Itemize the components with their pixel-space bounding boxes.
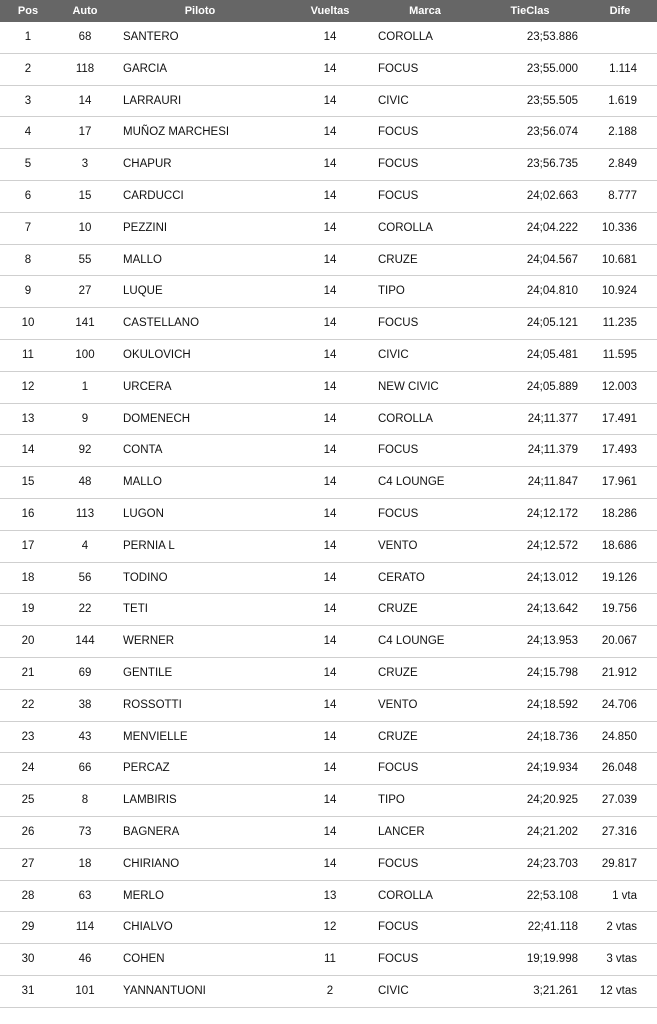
table-row — [0, 753, 657, 785]
cell-auto: 9 — [81, 412, 89, 425]
cell-auto: 17 — [78, 126, 92, 139]
cell-piloto: OKULOVICH — [123, 348, 191, 361]
cell-dife: 1 vta — [612, 889, 637, 902]
cell-pos: 23 — [21, 730, 35, 743]
cell-piloto: ROSSOTTI — [123, 698, 182, 711]
cell-vueltas: 14 — [323, 253, 337, 266]
cell-piloto: WERNER — [123, 635, 175, 648]
cell-auto: 3 — [81, 158, 89, 171]
table-row — [0, 86, 657, 118]
cell-pos: 9 — [24, 285, 32, 298]
cell-pos: 26 — [21, 825, 35, 838]
cell-dife: 3 vtas — [606, 953, 637, 966]
cell-piloto: LUQUE — [123, 285, 163, 298]
cell-marca: FOCUS — [378, 317, 419, 330]
cell-dife: 27.316 — [601, 825, 637, 838]
header-dife: Dife — [609, 5, 631, 17]
table-row — [0, 181, 657, 213]
cell-piloto: COHEN — [123, 953, 165, 966]
cell-vueltas: 14 — [323, 762, 337, 775]
cell-piloto: LUGON — [123, 507, 164, 520]
cell-vueltas: 14 — [323, 476, 337, 489]
table-row — [0, 690, 657, 722]
cell-piloto: TODINO — [123, 571, 168, 584]
cell-marca: TIPO — [378, 285, 405, 298]
cell-dife: 17.493 — [601, 444, 637, 457]
table-row — [0, 467, 657, 499]
cell-marca: FOCUS — [378, 189, 419, 202]
cell-vueltas: 11 — [324, 953, 336, 966]
cell-vueltas: 14 — [323, 571, 337, 584]
cell-marca: CIVIC — [378, 94, 409, 107]
cell-marca: FOCUS — [378, 953, 419, 966]
cell-pos: 30 — [21, 953, 35, 966]
cell-auto: 114 — [75, 921, 95, 934]
cell-vueltas: 14 — [323, 730, 337, 743]
cell-dife: 12 vtas — [599, 984, 637, 997]
cell-pos: 2 — [24, 62, 32, 75]
cell-piloto: CASTELLANO — [123, 317, 200, 330]
table-row — [0, 149, 657, 181]
cell-tieclas: 24;05.121 — [526, 317, 578, 330]
cell-marca: LANCER — [378, 825, 425, 838]
cell-marca: FOCUS — [378, 507, 419, 520]
cell-dife: 17.961 — [601, 476, 637, 489]
table-row — [0, 626, 657, 658]
cell-tieclas: 23;53.886 — [526, 31, 578, 43]
cell-auto: 101 — [75, 984, 95, 997]
cell-vueltas: 14 — [323, 666, 337, 679]
header-vueltas: Vueltas — [310, 5, 350, 17]
cell-tieclas: 24;05.889 — [526, 380, 578, 393]
cell-pos: 13 — [21, 412, 35, 425]
cell-vueltas: 14 — [323, 857, 337, 870]
cell-dife: 1.114 — [609, 62, 637, 75]
cell-pos: 20 — [21, 635, 35, 648]
cell-auto: 22 — [78, 603, 92, 616]
cell-marca: FOCUS — [378, 921, 419, 934]
cell-marca: CERATO — [378, 571, 425, 584]
cell-tieclas: 3;21.261 — [533, 984, 578, 997]
cell-pos: 16 — [21, 507, 35, 520]
cell-dife: 24.706 — [601, 698, 637, 711]
table-header — [0, 0, 657, 22]
cell-vueltas: 14 — [323, 603, 337, 616]
table-body — [0, 22, 657, 1008]
header-auto: Auto — [72, 5, 98, 17]
cell-dife: 18.686 — [601, 539, 637, 552]
table-row — [0, 245, 657, 277]
cell-tieclas: 19;19.998 — [526, 953, 578, 966]
cell-auto: 48 — [78, 476, 92, 489]
cell-auto: 8 — [81, 794, 89, 807]
cell-auto: 68 — [78, 31, 92, 43]
cell-pos: 31 — [21, 984, 35, 997]
cell-piloto: CONTA — [123, 444, 163, 457]
cell-pos: 28 — [21, 889, 35, 902]
cell-tieclas: 23;56.074 — [526, 126, 578, 139]
table-row — [0, 594, 657, 626]
cell-auto: 118 — [75, 62, 95, 75]
cell-pos: 8 — [24, 253, 32, 266]
cell-piloto: DOMENECH — [123, 412, 191, 425]
cell-piloto: PERNIA L — [123, 539, 175, 552]
cell-auto: 43 — [78, 730, 92, 743]
table-row — [0, 976, 657, 1008]
cell-vueltas: 14 — [323, 635, 337, 648]
cell-tieclas: 24;20.925 — [526, 794, 578, 807]
cell-auto: 66 — [78, 762, 92, 775]
cell-pos: 22 — [21, 698, 35, 711]
cell-marca: COROLLA — [378, 412, 433, 425]
cell-marca: CRUZE — [378, 253, 418, 266]
cell-piloto: PEZZINI — [123, 221, 168, 234]
cell-dife: 29.817 — [601, 857, 637, 870]
cell-pos: 19 — [21, 603, 35, 616]
cell-piloto: SANTERO — [123, 31, 179, 43]
cell-piloto: CHAPUR — [123, 158, 172, 171]
cell-dife: 18.286 — [601, 507, 637, 520]
cell-piloto: YANNANTUONI — [123, 984, 206, 997]
cell-vueltas: 14 — [323, 158, 337, 171]
table-row — [0, 404, 657, 436]
table-row — [0, 435, 657, 467]
table-row — [0, 722, 657, 754]
cell-marca: COROLLA — [378, 221, 433, 234]
cell-marca: FOCUS — [378, 158, 419, 171]
cell-dife — [580, 22, 637, 53]
cell-vueltas: 14 — [323, 825, 337, 838]
table-row — [0, 785, 657, 817]
header-marca: Marca — [409, 5, 441, 17]
cell-tieclas: 24;18.592 — [526, 698, 578, 711]
cell-marca: FOCUS — [378, 126, 419, 139]
cell-marca: FOCUS — [378, 762, 419, 775]
cell-tieclas: 24;18.736 — [526, 730, 578, 743]
cell-marca: CRUZE — [378, 730, 418, 743]
cell-dife: 10.924 — [601, 285, 637, 298]
cell-dife: 11.235 — [602, 317, 637, 330]
cell-auto: 46 — [78, 953, 92, 966]
table-row — [0, 881, 657, 913]
cell-piloto: MALLO — [123, 253, 162, 266]
cell-vueltas: 13 — [323, 889, 337, 902]
cell-piloto: GENTILE — [123, 666, 173, 679]
cell-auto: 10 — [78, 221, 92, 234]
cell-dife: 11.595 — [602, 348, 637, 361]
cell-vueltas: 14 — [323, 221, 337, 234]
cell-auto: 92 — [78, 444, 92, 457]
cell-piloto: URCERA — [123, 380, 172, 393]
cell-vueltas: 14 — [323, 794, 337, 807]
table-row — [0, 340, 657, 372]
cell-auto: 27 — [78, 285, 92, 298]
cell-pos: 11 — [22, 348, 34, 361]
cell-vueltas: 14 — [323, 539, 337, 552]
cell-pos: 4 — [24, 126, 32, 139]
table-row — [0, 308, 657, 340]
cell-auto: 55 — [78, 253, 92, 266]
table-row — [0, 531, 657, 563]
cell-pos: 6 — [24, 189, 32, 202]
cell-vueltas: 14 — [323, 62, 337, 75]
cell-tieclas: 23;56.735 — [526, 158, 578, 171]
cell-dife: 8.777 — [608, 189, 637, 202]
cell-vueltas: 14 — [323, 189, 337, 202]
cell-auto: 14 — [78, 94, 92, 107]
cell-pos: 18 — [21, 571, 35, 584]
cell-tieclas: 24;13.953 — [526, 635, 578, 648]
cell-piloto: CHIRIANO — [123, 857, 180, 870]
cell-piloto: LAMBIRIS — [123, 794, 177, 807]
cell-vueltas: 14 — [323, 380, 337, 393]
cell-vueltas: 12 — [323, 921, 337, 934]
cell-piloto: MUÑOZ MARCHESI — [123, 126, 230, 139]
cell-vueltas: 14 — [323, 285, 337, 298]
table-row — [0, 817, 657, 849]
cell-marca: VENTO — [378, 539, 418, 552]
cell-piloto: CHIALVO — [123, 921, 173, 934]
cell-marca: C4 LOUNGE — [378, 476, 445, 489]
cell-marca: CRUZE — [378, 666, 418, 679]
cell-marca: COROLLA — [378, 31, 433, 43]
cell-tieclas: 24;12.172 — [526, 507, 578, 520]
cell-tieclas: 24;04.567 — [526, 253, 578, 266]
cell-piloto: BAGNERA — [123, 825, 180, 838]
cell-dife: 10.336 — [601, 221, 637, 234]
cell-marca: NEW CIVIC — [378, 380, 439, 393]
table-row — [0, 849, 657, 881]
cell-vueltas: 14 — [323, 348, 337, 361]
cell-dife: 17.491 — [601, 412, 637, 425]
cell-pos: 27 — [21, 857, 35, 870]
cell-auto: 38 — [78, 698, 92, 711]
table-row — [0, 372, 657, 404]
cell-dife: 20.067 — [601, 635, 637, 648]
cell-pos: 7 — [24, 221, 32, 234]
cell-tieclas: 24;21.202 — [526, 825, 578, 838]
cell-pos: 5 — [24, 158, 32, 171]
cell-auto: 15 — [78, 189, 92, 202]
cell-dife: 27.039 — [601, 794, 637, 807]
cell-dife: 26.048 — [601, 762, 637, 775]
cell-vueltas: 14 — [323, 31, 337, 43]
table-row — [0, 276, 657, 308]
cell-tieclas: 23;55.505 — [526, 94, 578, 107]
cell-marca: CIVIC — [378, 984, 409, 997]
cell-tieclas: 24;05.481 — [526, 348, 578, 361]
cell-tieclas: 22;53.108 — [526, 889, 578, 902]
cell-dife: 2 vtas — [606, 921, 637, 934]
cell-vueltas: 2 — [326, 984, 334, 997]
cell-tieclas: 24;12.572 — [526, 539, 578, 552]
table-row — [0, 54, 657, 86]
cell-auto: 63 — [78, 889, 92, 902]
cell-dife: 24.850 — [601, 730, 637, 743]
cell-dife: 21.912 — [601, 666, 637, 679]
cell-pos: 1 — [24, 31, 32, 43]
cell-dife: 12.003 — [601, 380, 637, 393]
cell-vueltas: 14 — [323, 94, 337, 107]
cell-auto: 141 — [75, 317, 95, 330]
cell-auto: 113 — [75, 507, 95, 520]
cell-piloto: LARRAURI — [123, 94, 182, 107]
table-row — [0, 117, 657, 149]
cell-pos: 24 — [21, 762, 35, 775]
cell-vueltas: 14 — [323, 412, 337, 425]
header-tieclas: TieClas — [510, 5, 550, 17]
cell-dife: 2.188 — [608, 126, 637, 139]
cell-vueltas: 14 — [323, 698, 337, 711]
cell-tieclas: 24;23.703 — [526, 857, 578, 870]
cell-piloto: MALLO — [123, 476, 162, 489]
cell-tieclas: 24;15.798 — [526, 666, 578, 679]
cell-piloto: MENVIELLE — [123, 730, 188, 743]
table-row — [0, 944, 657, 976]
table-row — [0, 658, 657, 690]
cell-marca: CIVIC — [378, 348, 409, 361]
cell-dife: 10.681 — [601, 253, 637, 266]
cell-marca: FOCUS — [378, 444, 419, 457]
table-row — [0, 499, 657, 531]
cell-pos: 10 — [21, 317, 35, 330]
cell-auto: 100 — [75, 348, 95, 361]
cell-auto: 73 — [78, 825, 92, 838]
cell-vueltas: 14 — [323, 507, 337, 520]
cell-auto: 144 — [75, 635, 95, 648]
cell-auto: 4 — [81, 539, 89, 552]
cell-pos: 12 — [21, 380, 35, 393]
cell-auto: 69 — [78, 666, 92, 679]
cell-marca: VENTO — [378, 698, 418, 711]
cell-dife: 2.849 — [608, 158, 637, 171]
cell-auto: 18 — [78, 857, 92, 870]
cell-tieclas: 22;41.118 — [527, 921, 578, 934]
table-row — [0, 213, 657, 245]
cell-marca: TIPO — [378, 794, 405, 807]
header-pos: Pos — [17, 5, 39, 17]
cell-marca: COROLLA — [378, 889, 433, 902]
cell-piloto: TETI — [123, 603, 148, 616]
cell-pos: 17 — [21, 539, 35, 552]
cell-marca: FOCUS — [378, 857, 419, 870]
cell-pos: 21 — [21, 666, 35, 679]
cell-pos: 29 — [21, 921, 35, 934]
cell-tieclas: 24;02.663 — [526, 189, 578, 202]
cell-pos: 3 — [24, 94, 32, 107]
cell-tieclas: 24;19.934 — [526, 762, 578, 775]
cell-marca: FOCUS — [378, 62, 419, 75]
cell-marca: C4 LOUNGE — [378, 635, 445, 648]
cell-piloto: PERCAZ — [123, 762, 170, 775]
cell-vueltas: 14 — [323, 444, 337, 457]
cell-tieclas: 24;11.377 — [527, 412, 578, 425]
cell-tieclas: 23;55.000 — [526, 62, 578, 75]
cell-tieclas: 24;11.379 — [527, 444, 578, 457]
cell-pos: 15 — [21, 476, 35, 489]
table-row — [0, 912, 657, 944]
cell-dife: 19.756 — [601, 603, 637, 616]
cell-auto: 56 — [78, 571, 92, 584]
table-row — [0, 22, 657, 54]
cell-auto: 1 — [81, 380, 89, 393]
cell-tieclas: 24;04.222 — [526, 221, 578, 234]
cell-dife: 1.619 — [608, 94, 637, 107]
cell-pos: 25 — [21, 794, 35, 807]
header-piloto: Piloto — [184, 5, 216, 17]
cell-piloto: GARCIA — [123, 62, 168, 75]
table-row — [0, 563, 657, 595]
cell-marca: CRUZE — [378, 603, 418, 616]
cell-tieclas: 24;13.642 — [526, 603, 578, 616]
cell-tieclas: 24;04.810 — [526, 285, 578, 298]
cell-dife: 19.126 — [601, 571, 637, 584]
cell-piloto: CARDUCCI — [123, 189, 184, 202]
cell-tieclas: 24;11.847 — [527, 476, 578, 489]
cell-tieclas: 24;13.012 — [526, 571, 578, 584]
cell-pos: 14 — [21, 444, 35, 457]
cell-piloto: MERLO — [123, 889, 164, 902]
cell-vueltas: 14 — [323, 317, 337, 330]
cell-vueltas: 14 — [323, 126, 337, 139]
